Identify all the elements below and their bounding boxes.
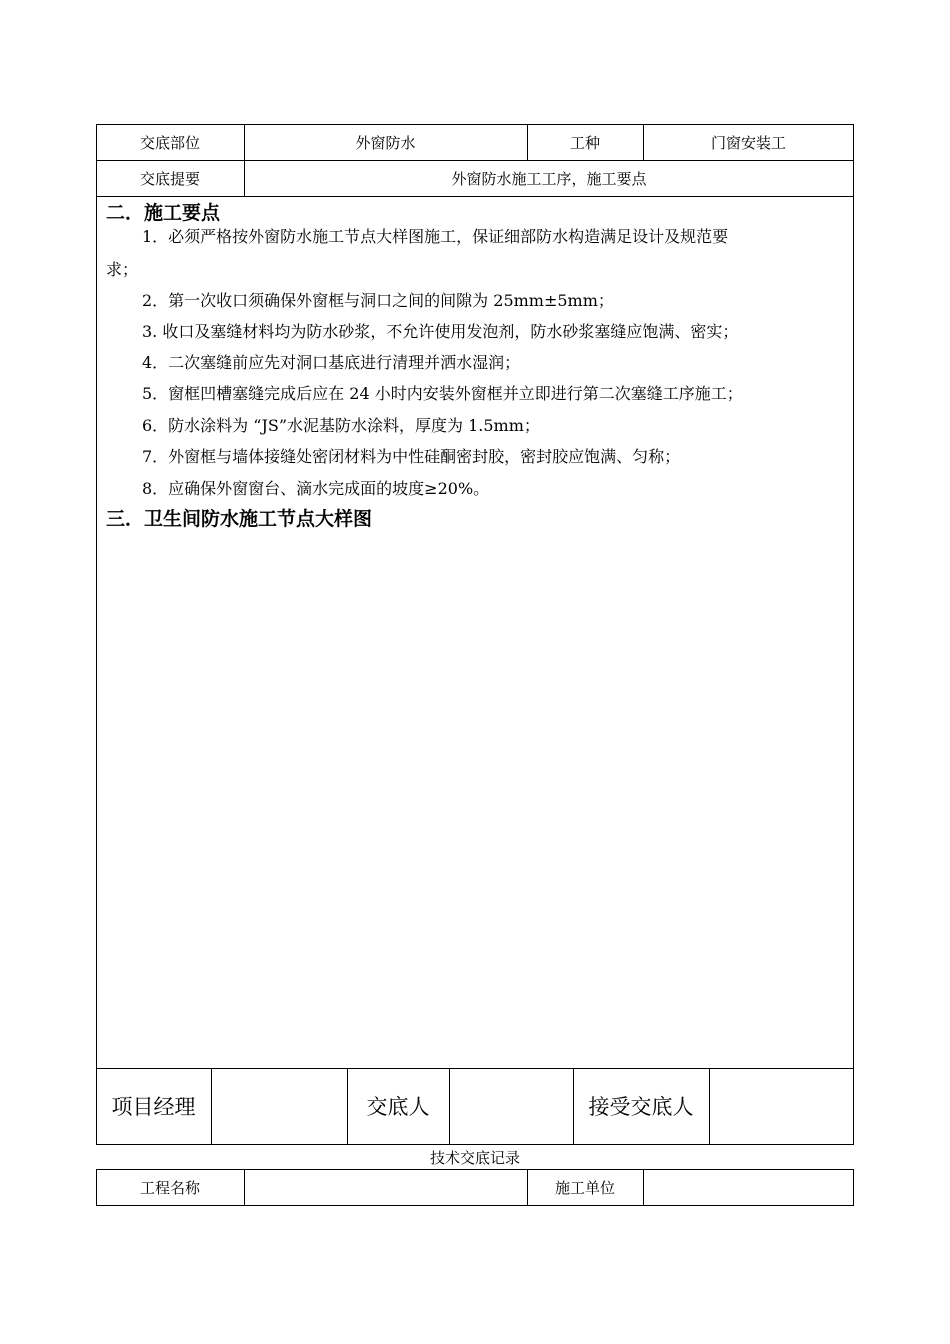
list-item: 1．必须严格按外窗防水施工节点大样图施工，保证细部防水构造满足设计及规范要 bbox=[142, 227, 729, 246]
list-item: 7．外窗框与墙体接缝处密闭材料为中性硅酮密封胶，密封胶应饱满、匀称； bbox=[142, 447, 681, 466]
list-item: 求； bbox=[106, 260, 139, 279]
trade-label: 工种 bbox=[569, 133, 600, 152]
project-manager-label: 项目经理 bbox=[111, 1095, 196, 1119]
discloser-label: 交底人 bbox=[366, 1095, 430, 1119]
section-2-title: 二．施工要点 bbox=[106, 202, 221, 224]
list-item: 4．二次塞缝前应先对洞口基底进行清理并洒水湿润； bbox=[142, 353, 521, 372]
construction-unit-value[interactable] bbox=[643, 1169, 854, 1206]
project-name-value[interactable] bbox=[244, 1169, 527, 1206]
project-name-label: 工程名称 bbox=[139, 1179, 200, 1197]
list-item: 5．窗框凹槽塞缝完成后应在 24 小时内安装外窗框并立即进行第二次塞缝工序施工； bbox=[142, 384, 743, 403]
list-item: 8．应确保外窗窗台、滴水完成面的坡度≥20%。 bbox=[142, 479, 490, 498]
project-manager-signature[interactable] bbox=[211, 1068, 347, 1144]
header-bottom-divider bbox=[96, 196, 854, 197]
record-caption: 技术交底记录 bbox=[429, 1148, 520, 1167]
discloser-signature[interactable] bbox=[449, 1068, 573, 1144]
receiver-signature[interactable] bbox=[709, 1068, 854, 1144]
disclosure-summary-value: 外窗防水施工工序，施工要点 bbox=[451, 169, 647, 188]
list-item: 3. 收口及塞缝材料均为防水砂浆，不允许使用发泡剂，防水砂浆塞缝应饱满、密实； bbox=[142, 322, 739, 341]
list-item: 2．第一次收口须确保外窗框与洞口之间的间隙为 25mm±5mm； bbox=[142, 291, 614, 310]
receiver-label: 接受交底人 bbox=[588, 1095, 694, 1119]
disclosure-location-value: 外窗防水 bbox=[355, 133, 416, 152]
section-3-title: 三．卫生间防水施工节点大样图 bbox=[106, 508, 373, 530]
construction-unit-label: 施工单位 bbox=[554, 1179, 615, 1197]
trade-value: 门窗安装工 bbox=[710, 133, 786, 152]
disclosure-summary-label: 交底提要 bbox=[139, 169, 200, 188]
disclosure-location-label: 交底部位 bbox=[139, 133, 200, 152]
disclosure-form bbox=[96, 124, 854, 1145]
list-item: 6．防水涂料为 “JS”水泥基防水涂料，厚度为 1.5mm； bbox=[142, 416, 540, 435]
